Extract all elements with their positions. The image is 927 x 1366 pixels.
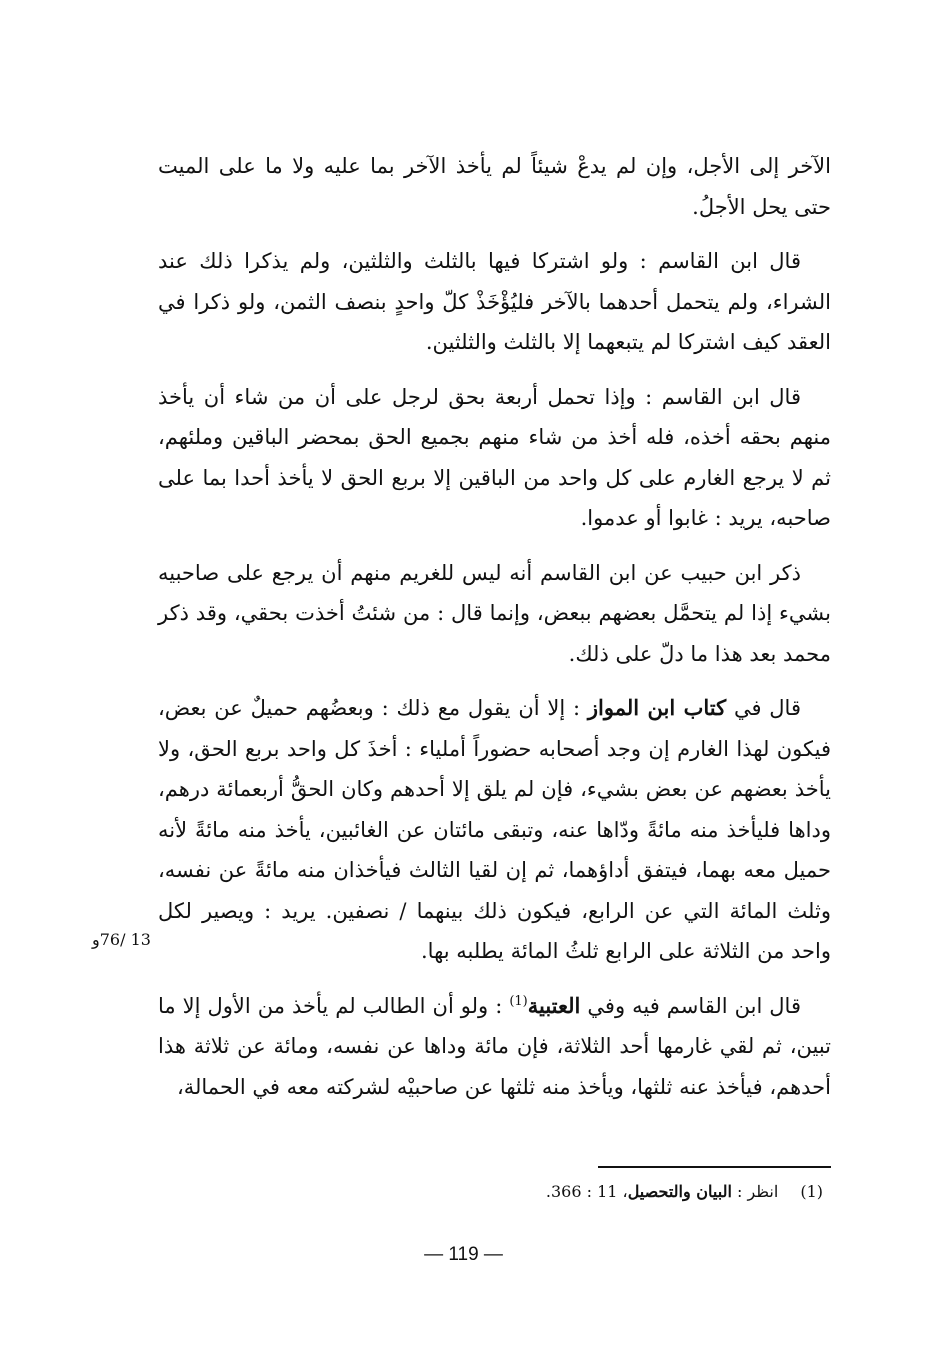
paragraph-5-text-rest: : إلا أن يقول مع ذلك : وبعضُهم حميلٌ عن بعض، فيكون لهذا الغارم إن وجد أصحابه حضوراً أملياء : أخذَ كل واحد بربع الحق، ولا يأخذ بعضهم عن بعض بشيء، فإن لم يلق إلا أحدهم وكان الحقُّ أربعمائة درهم، وداها فليأخذ منه مائةً ودّاها عنه، وتبقى مائتان عن الغائبين، يأخذ منه مائةً لأنه حميل معه بهما، فيتفق أداؤهما، ثم إن لقيا الثالث فيأخذان منه مائةً عن نفسه، وثلث المائة التي عن الرابع، فيكون ذلك بينهما / نصفين. يريد : ويصير لكل واحد من الثلاثة على الرابع ثلثُ المائة يطلبه بها.	[158, 696, 831, 963]
paragraph-5-text-start: قال في	[726, 696, 801, 720]
book-title-ibn-al-mawwaz: كتاب ابن المواز	[587, 695, 727, 720]
paragraph-6-text-start: قال ابن القاسم فيه وفي	[580, 993, 801, 1018]
book-title-al-utbiyya: العتبية	[527, 992, 581, 1018]
paragraph-4-text: ذكر ابن حبيب عن ابن القاسم أنه ليس للغريم منهم أن يرجع على صاحبيه بشيء إذا لم يتحمَّل بعضهم ببعض، وإنما قال : من شئتُ أخذت بحقي، وقد ذكر محمد بعد هذا ما دلّ على ذلك.	[158, 560, 831, 666]
paragraph-3-text: قال ابن القاسم : وإذا تحمل أربعة بحق لرجل على أن من شاء أن يأخذ منهم بحقه أخذه، فله أخذ من شاء منهم بجميع الحق بمحضر الباقين وملئهم، ثم لا يرجع الغارم على كل واحد من الباقين إلا بربع الحق لا يأخذ أحدا بما على صاحبه، يريد : غابوا أو عدموا.	[158, 384, 831, 530]
footnote-book-title: البيان والتحصيل	[627, 1182, 732, 1201]
footnote-reference-marker[interactable]: (1)	[509, 993, 528, 1009]
paragraph-1	[158, 146, 831, 227]
footnote-reference: ، 11 : 366.	[545, 1182, 628, 1201]
footnote-number: (1)	[800, 1182, 823, 1201]
paragraph-4	[158, 553, 831, 675]
paragraph-1-text: الآخر إلى الأجل، وإن لم يدعْ شيئاً لم يأخذ الآخر بما عليه ولا ما على الميت حتى يحل الأجلُ.	[158, 154, 831, 219]
paragraph-3	[158, 377, 831, 539]
paragraph-2-text: قال ابن القاسم : ولو اشتركا فيها بالثلث والثلثين، ولم يذكرا ذلك عند الشراء، ولم يتحمل أحدهما بالآخر فليُؤْخَذْ كلّ واحدٍ بنصف الثمن، ولو ذكرا في العقد كيف اشتركا لم يتبعهما إلا بالثلث والثلثين.	[158, 249, 831, 354]
footnote	[546, 1180, 823, 1204]
page-body-text	[158, 146, 831, 1107]
paragraph-5	[158, 688, 831, 972]
footnote-prefix: انظر :	[731, 1182, 779, 1201]
page-number: — 119 —	[424, 1244, 503, 1265]
paragraph-6	[158, 986, 831, 1108]
paragraph-6-text-rest: : ولو أن الطالب لم يأخذ من الأول إلا ما تبين، ثم لقي غارمها أحد الثلاثة، فإن مائة وداها عن نفسه، ومائة عن ثلاثة هذا أحدهم، فيأخذ عنه ثلثها، ويأخذ منه ثلثها عن صاحبيْه لشركته معه في الحمالة،	[158, 993, 831, 1099]
manuscript-folio-margin-note: 13 /76و	[92, 930, 151, 949]
footnote-separator-rule	[598, 1166, 831, 1168]
paragraph-2	[158, 241, 831, 363]
